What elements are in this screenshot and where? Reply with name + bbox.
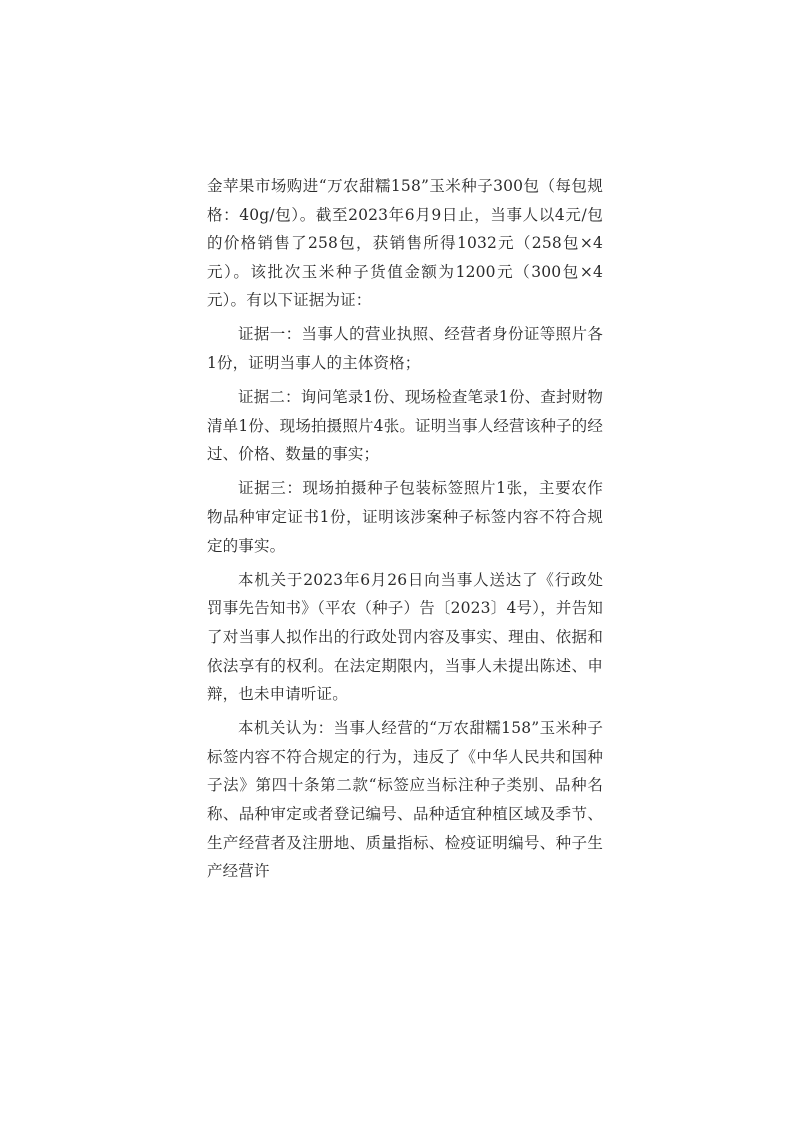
- paragraph-evidence-two: 证据二：询问笔录1份、现场检查笔录1份、查封财物清单1份、现场拍摄照片4张。证明当事人经营该种子的经过、价格、数量的事实；: [207, 388, 603, 464]
- paragraph-evidence-three: 证据三：现场拍摄种子包装标签照片1张，主要农作物品种审定证书1份，证明该涉案种子标签内容不符合规定的事实。: [207, 479, 603, 555]
- document-body: [207, 172, 603, 891]
- paragraph-notice-delivery: 本机关于2023年6月26日向当事人送达了《行政处罚事先告知书》（平农（种子）告〔2023〕4号），并告知了对当事人拟作出的行政处罚内容及事实、理由、依据和依法享有的权利。在法定期限内，当事人未提出陈述、申辩，也未申请听证。: [207, 570, 603, 704]
- paragraph-purchase-facts: 金苹果市场购进“万农甜糯158”玉米种子300包（每包规格：40g/包）。截至2023年6月9日止，当事人以4元/包的价格销售了258包，获销售所得1032元（258包×4元）。该批次玉米种子货值金额为1200元（300包×4元）。有以下证据为证：: [207, 177, 603, 310]
- paragraph-agency-finding: 本机关认为：当事人经营的“万农甜糯158”玉米种子标签内容不符合规定的行为，违反了《中华人民共和国种子法》第四十条第二款“标签应当标注种子类别、品种名称、品种审定或者登记编号、品种适宜种植区域及季节、生产经营者及注册地、质量指标、检疫证明编号、种子生产经营许: [207, 719, 603, 881]
- paragraph-evidence-one: 证据一：当事人的营业执照、经营者身份证等照片各1份，证明当事人的主体资格；: [207, 325, 603, 373]
